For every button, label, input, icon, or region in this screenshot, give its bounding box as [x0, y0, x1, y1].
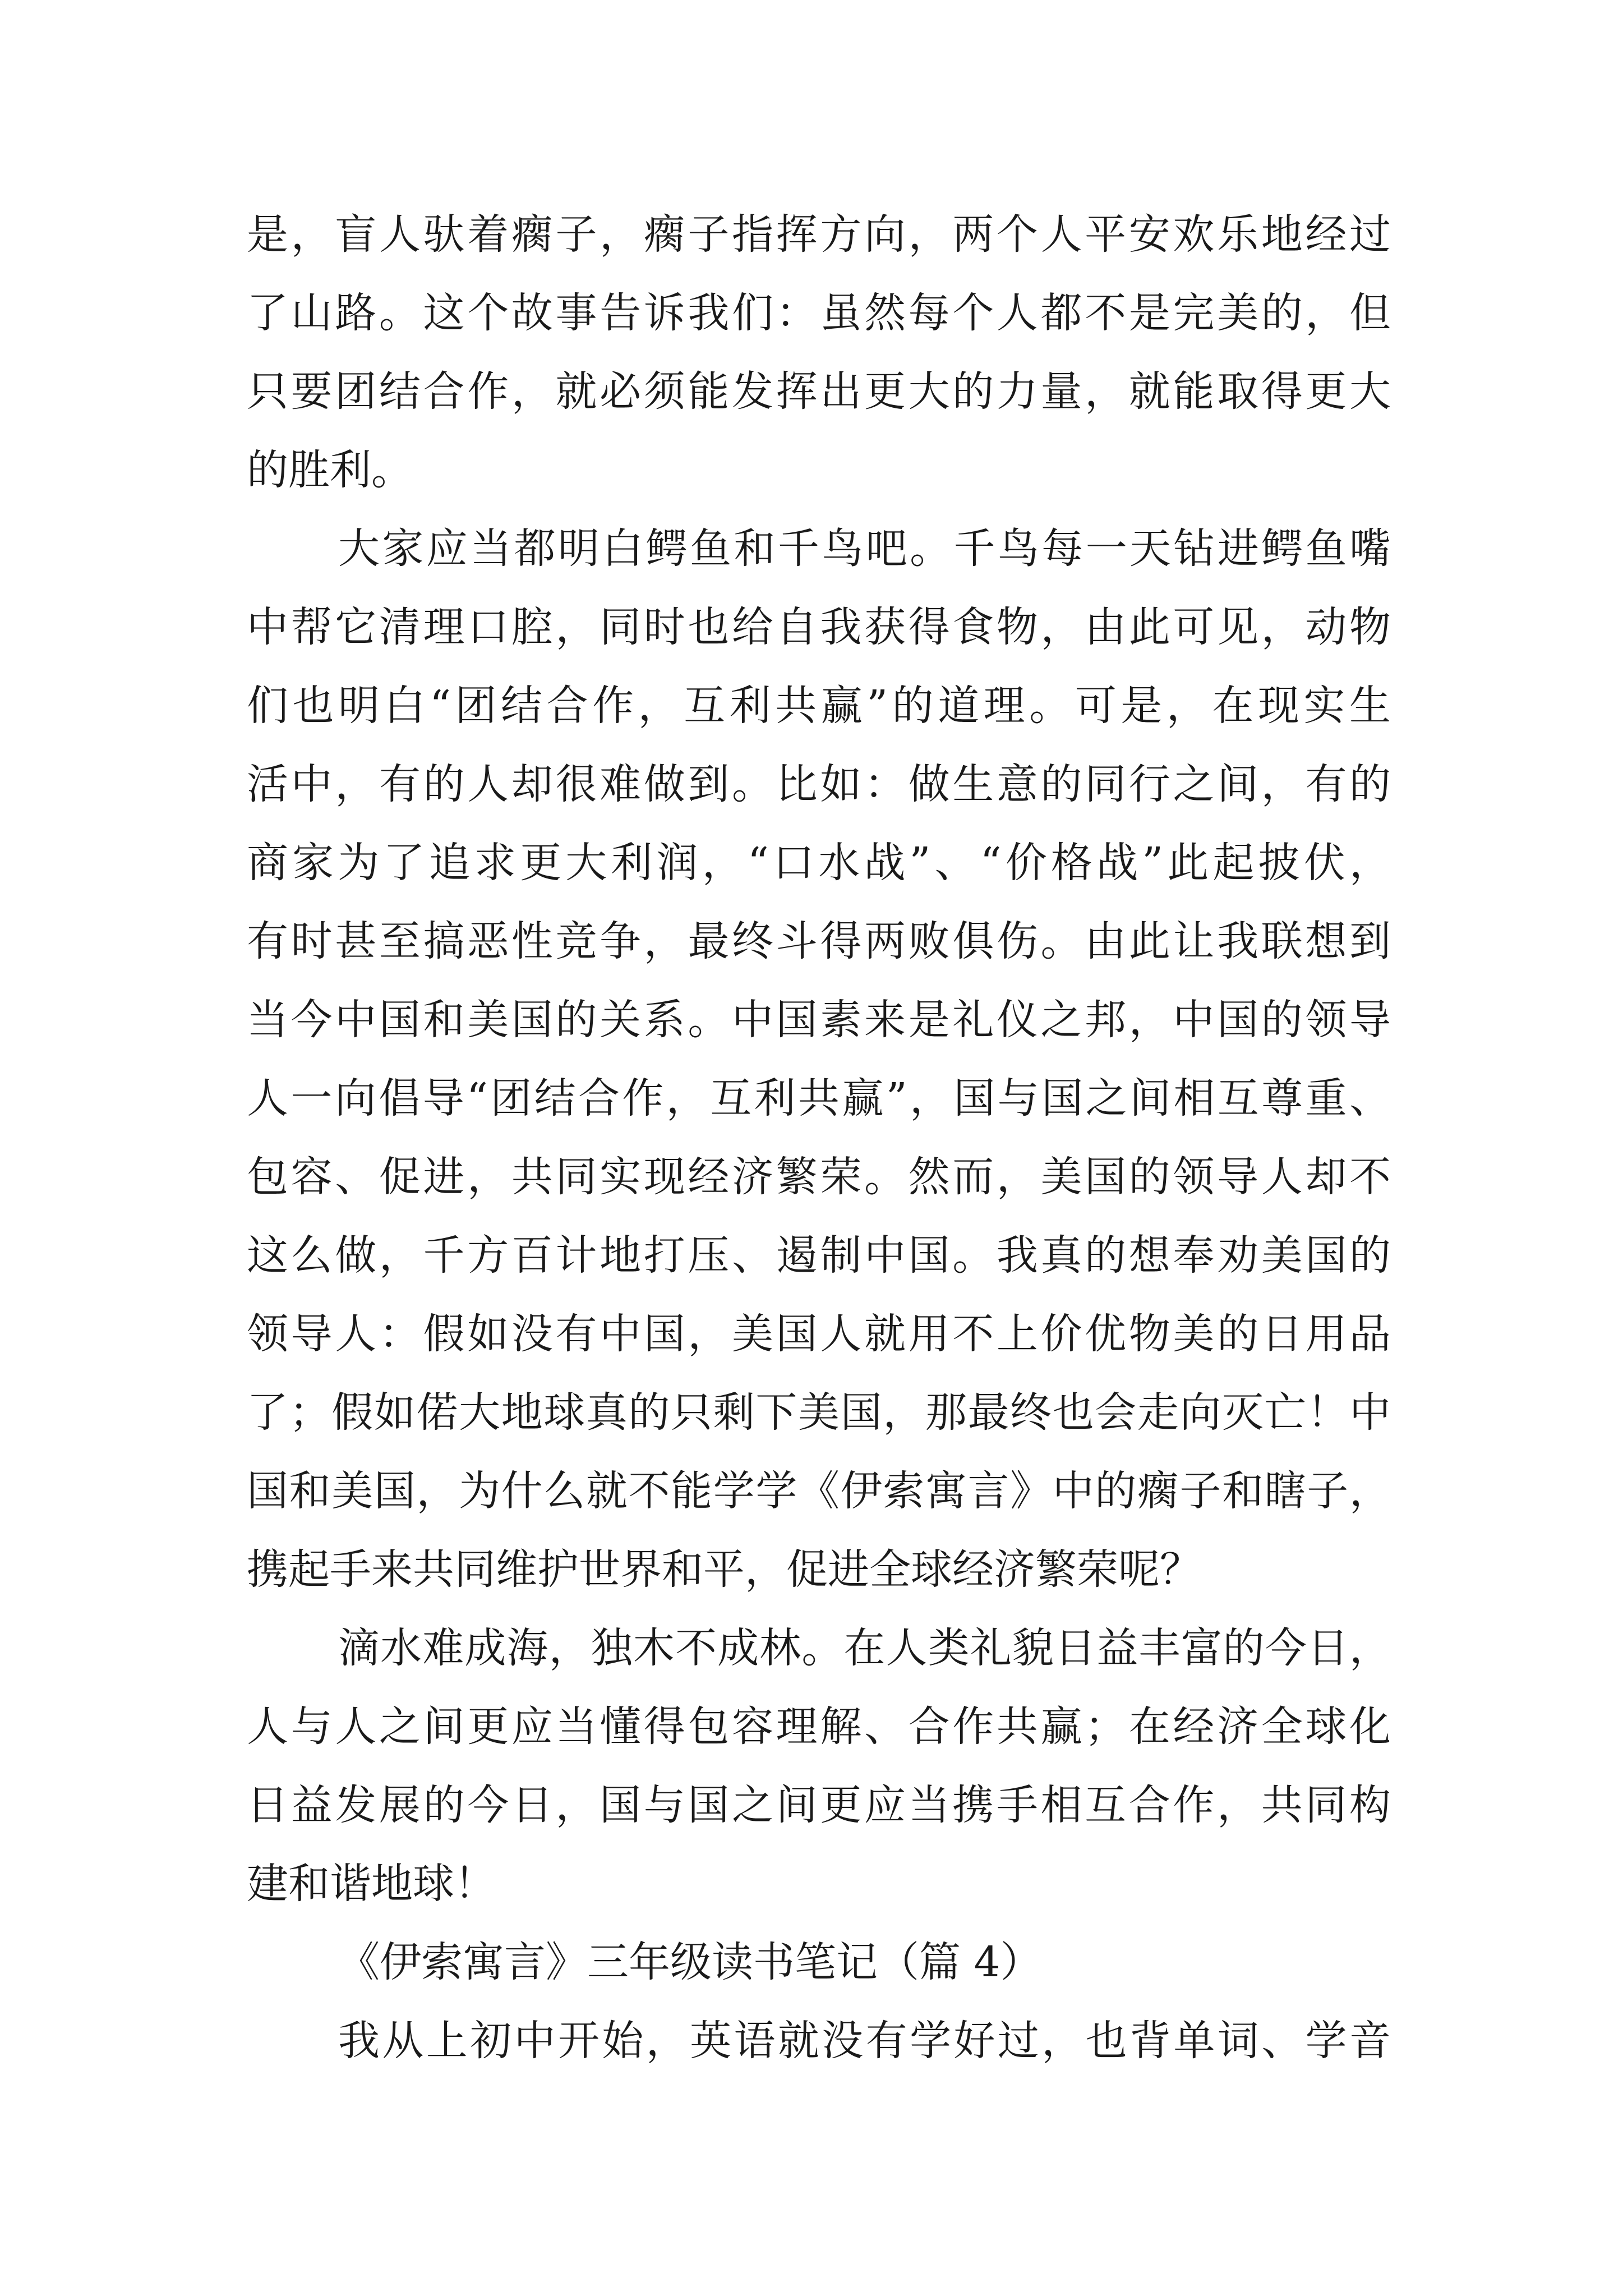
- text-line: 了；假如偌大地球真的只剩下美国，那最终也会走向灭亡！中: [247, 1388, 1391, 1437]
- paragraph-first-line: 滴水难成海，独木不成林。在人类礼貌日益丰富的今日，: [338, 1624, 1391, 1672]
- text-line: 包容、促进，共同实现经济繁荣。然而，美国的领导人却不: [247, 1153, 1391, 1201]
- text-line: 日益发展的今日，国与国之间更应当携手相互合作，共同构: [247, 1781, 1391, 1829]
- text-line: 中帮它清理口腔，同时也给自我获得食物，由此可见，动物: [247, 603, 1391, 651]
- paragraph-first-line: 大家应当都明白鳄鱼和千鸟吧。千鸟每一天钻进鳄鱼嘴: [338, 524, 1391, 573]
- paragraph-first-line: 我从上初中开始，英语就没有学好过，也背单词、学音: [338, 2017, 1391, 2065]
- text-line: 人一向倡导“团结合作，互利共赢”，国与国之间相互尊重、: [247, 1074, 1391, 1122]
- text-line: 携起手来共同维护世界和平，促进全球经济繁荣呢？: [247, 1545, 1201, 1594]
- text-line: 建和谐地球！: [247, 1860, 496, 1908]
- text-line: 商家为了追求更大利润，“口水战”、“价格战”此起披伏，: [247, 839, 1391, 887]
- text-line: 当今中国和美国的关系。中国素来是礼仪之邦，中国的领导: [247, 996, 1391, 1044]
- text-line: 这么做，千方百计地打压、遏制中国。我真的想奉劝美国的: [247, 1231, 1391, 1280]
- text-line: 人与人之间更应当懂得包容理解、合作共赢；在经济全球化: [247, 1703, 1391, 1751]
- text-line: 领导人：假如没有中国，美国人就用不上价优物美的日用品: [247, 1310, 1391, 1358]
- text-line: 国和美国，为什么就不能学学《伊索寓言》中的瘸子和瞎子，: [247, 1467, 1391, 1515]
- text-line: 活中，有的人却很难做到。比如：做生意的同行之间，有的: [247, 760, 1391, 808]
- text-line: 的胜利。: [247, 446, 413, 494]
- section-heading: 《伊索寓言》三年级读书笔记（篇 4）: [338, 1938, 1042, 1986]
- text-line: 只要团结合作，就必须能发挥出更大的力量，就能取得更大: [247, 367, 1391, 416]
- text-line: 有时甚至搞恶性竞争，最终斗得两败俱伤。由此让我联想到: [247, 917, 1391, 965]
- text-line: 们也明白“团结合作，互利共赢”的道理。可是，在现实生: [247, 682, 1391, 730]
- text-line: 是，盲人驮着瘸子，瘸子指挥方向，两个人平安欢乐地经过: [247, 210, 1391, 259]
- text-line: 了山路。这个故事告诉我们：虽然每个人都不是完美的，但: [247, 289, 1391, 337]
